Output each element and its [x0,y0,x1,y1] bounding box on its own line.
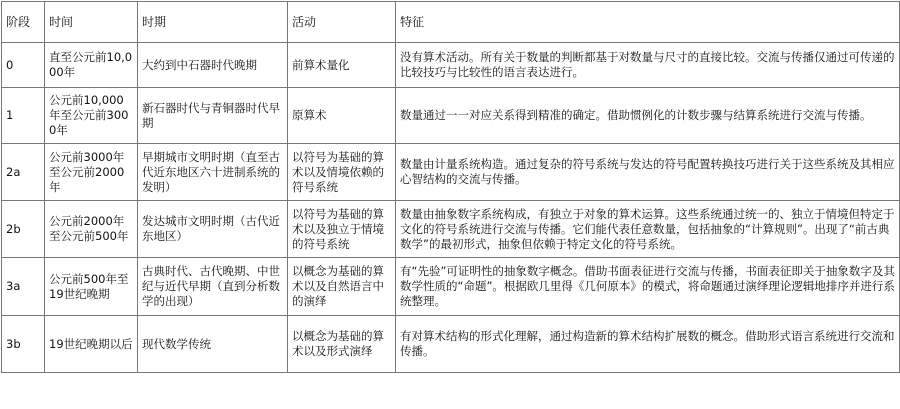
cell-time: 公元前10,000年至公元前3000年 [45,88,138,144]
cell-period: 新石器时代与青铜器时代早期 [138,88,288,144]
cell-period: 古典时代、古代晚期、中世纪与近代早期（直到分析数学的出现） [138,258,288,316]
cell-activity: 以概念为基础的算术以及形式演绎 [288,316,396,373]
cell-stage: 3a [2,258,45,316]
cell-features: 有对算术结构的形式化理解，通过构造新的算术结构扩展数的概念。借助形式语言系统进行交流和传播。 [396,316,900,373]
cell-features: 有“先验”可证明性的抽象数字概念。借助书面表征进行交流与传播，书面表征即关于抽象数字及其数学性质的“命题”。根据欧几里得《几何原本》的模式，将命题通过演绎理论逻辑地排序并进行系统整理。 [396,258,900,316]
table-row [2,201,900,258]
cell-stage: 2b [2,201,45,258]
cell-time: 公元前500年至19世纪晚期 [45,258,138,316]
header-period: 时期 [138,2,288,43]
table-header-row [2,2,900,43]
cell-time: 公元前3000年至公元前2000年 [45,144,138,201]
stages-table [1,1,900,373]
table-row [2,144,900,201]
table-row [2,258,900,316]
cell-period: 现代数学传统 [138,316,288,373]
cell-activity: 前算术量化 [288,43,396,88]
cell-time: 19世纪晚期以后 [45,316,138,373]
header-activity: 活动 [288,2,396,43]
cell-time: 直至公元前10,000年 [45,43,138,88]
table-row [2,43,900,88]
cell-time: 公元前2000年至公元前500年 [45,201,138,258]
table-row [2,316,900,373]
cell-activity: 以概念为基础的算术以及自然语言中的演绎 [288,258,396,316]
cell-features: 数量由计量系统构造。通过复杂的符号系统与发达的符号配置转换技巧进行关于这些系统及其相应心智结构的交流与传播。 [396,144,900,201]
cell-activity: 原算术 [288,88,396,144]
cell-stage: 3b [2,316,45,373]
header-features: 特征 [396,2,900,43]
cell-activity: 以符号为基础的算术以及独立于情境的符号系统 [288,201,396,258]
cell-period: 大约到中石器时代晚期 [138,43,288,88]
cell-period: 早期城市文明时期（直至古代近东地区六十进制系统的发明） [138,144,288,201]
cell-features: 数量通过一一对应关系得到精准的确定。借助惯例化的计数步骤与结算系统进行交流与传播。 [396,88,900,144]
cell-stage: 0 [2,43,45,88]
cell-stage: 2a [2,144,45,201]
cell-activity: 以符号为基础的算术以及情境依赖的符号系统 [288,144,396,201]
cell-stage: 1 [2,88,45,144]
table-row [2,88,900,144]
cell-features: 数量由抽象数字系统构成，有独立于对象的算术运算。这些系统通过统一的、独立于情境但特定于文化的符号系统进行交流与传播。它们能代表任意数量，包括抽象的“计算规则”。出现了“前古典数学”的最初形式，抽象但依赖于特定文化的符号系统。 [396,201,900,258]
header-time: 时间 [45,2,138,43]
cell-features: 没有算术活动。所有关于数量的判断都基于对数量与尺寸的直接比较。交流与传播仅通过可传递的比较技巧与比较性的语言表达进行。 [396,43,900,88]
header-stage: 阶段 [2,2,45,43]
cell-period: 发达城市文明时期（古代近东地区） [138,201,288,258]
